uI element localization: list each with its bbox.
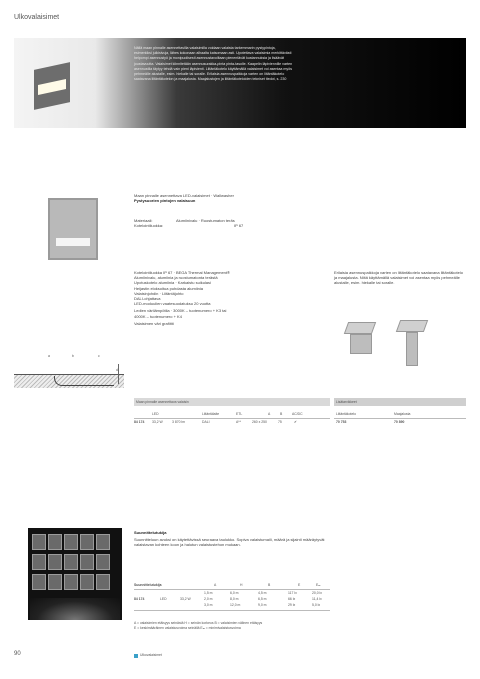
ip-label: Kotelointiluokka: [134,223,164,228]
check-icon: ✔ [294,420,297,424]
accessory-band [334,398,466,406]
table-cell: 84 174 [134,420,145,424]
table2-cell: 20,0 lx [312,591,322,595]
footer-section: Ulkovalaisimet [140,653,162,657]
table2-cell: 5,0 lx [312,603,321,607]
table-cell: 33,2 W [152,420,163,424]
table-rule [134,418,330,419]
table2-rule [134,610,330,611]
product-subtitle: Pystysuorien pintojen valaisuun [134,198,196,203]
table2-cell: 3,0 m [204,603,213,607]
table-cell: 75 [278,420,282,424]
table2-cell: 11,4 lx [312,597,322,601]
product-title: Maan pinnalle asennettava LED-valaisimet · Wallwasher [134,193,234,198]
col-etl: ETL [236,412,243,416]
spec-line: Ledien värilämpötila · 3000K – tuotenumero + K3 tai [134,308,227,314]
table-band-label: Maan pinnalle asennettava valaisin [136,400,189,404]
section2-title: Suunnittelutukija [134,530,167,535]
accessory-band-label: Lisätarvikkeet [336,400,357,404]
table2-cell: 6,0 m [230,591,239,595]
col-acdc: AC/DC [292,412,303,416]
table2-cell: 6,5 m [258,597,267,601]
section-marker-icon [134,654,138,658]
spec-line: Upotuskotelo alumiinia · Karkaistu suikulasi [134,280,211,286]
table-cell: DALI [202,420,210,424]
table2-cell: 9,0 m [258,603,267,607]
facade-lighting-image [28,528,122,620]
table-cell: A** [236,420,241,424]
spec-list [134,270,324,326]
table-cell: 70 890 [394,420,405,424]
table2-legend: E = keskimääräinen valaistusvoima seinällä Eₘ = minimivalaistusvoima [134,626,241,630]
table2-rule [134,589,330,590]
table-cell: 3 870 lm [172,420,186,424]
spec-line: Valaisimen väri grafiitti [134,320,174,326]
table-band [134,398,330,406]
table2-row-label: LED [160,597,167,601]
diagram-label-a: a [48,354,50,358]
hero-text: Nällä maan pinnalle asennettavilla valaisimilla voidaan valaista tarkemmarin pystypintoja, esimerkiksi julkisivuja, lähes kokonaan alhaalta katsomaan asti. Upotettava valaisimia merkittävästi helpompi asennustyö ja monipuolisesti asennustavoiltaan pienentävät kustannuksia ja lisäävät joustavuutta. Valaisimet kiinnitetään asennusurakka-pinta pinta-tasolle. Kaapelin läpiviennille varten asennustila täytyy tehdä vain pieni läpivienti. Liitäntäkotelo käyttämällä valaisimet voi asentaa myös pehmeälle alustalle, esim. hiekalle tai soralle. Erilaisia asennuspaikkoja varten on liitäntäkotelo saatavana liitäntäkotelon ja maajalusta. Maajalustojen ja liitäntäkoteloiden tekniset tiedot, s. 230 [134,46,293,82]
table2-col-b: B [268,583,271,587]
spec-line: 4000K – tuotenumero + K4 [134,313,182,319]
table2-cell: 29 lx [288,603,296,607]
product-image [48,198,98,260]
col-junction: Liitäntäkotelo [336,412,356,416]
table2-col-a: A [214,583,217,587]
col-stand: Maajalusta [394,412,411,416]
diagram-label-c: c [98,354,100,358]
spec-line: LED-moduulien vaatesuodatuksu 20 vuotta [134,301,211,307]
table2-cell: 8,0 m [230,597,239,601]
section2-text: Suunnitteluun avuksi on käytettävissä seuraava taulukko. Sopiva valaistumaili, määrä ja sijainti määräytyvät valaistavan kohteen koon ja halutun valaistustehon mukaan. [134,537,325,548]
table2-cell: 12,0 m [230,603,241,607]
col-a: A [268,412,271,416]
accessory-text: Erilaisia asennuspaikkoja varten on liitäntäkotelo saatavana liitäntäkotelo ja maajalusta. Niitä käyttämällä valaisimet voi asentaa myös pehmeälle alustalle, esim. hiekalle tai soralle. [334,270,463,286]
col-driver: Liitäntälaite [202,412,220,416]
table2-cell: 117 lx [288,591,297,595]
spec-line: DALI-ohjattava [134,296,161,302]
page-number: 90 [14,651,21,657]
table-rule [334,418,466,419]
diagram-label-d: d [116,368,118,372]
diagram-dimension [118,364,119,384]
table2-row-label: 33,2 W [180,597,191,601]
table2-col-emin: Eₘ [316,583,321,587]
installation-diagram [14,350,124,390]
diagram-cable [54,376,114,386]
product-light-slot [56,238,90,246]
material-label: Materiaali: [134,218,153,223]
table2-cell: 66 lx [288,597,296,601]
table2-cell: 4,5 m [258,591,267,595]
table2-row-label: 84 174 [134,597,145,601]
table2-col-h: H [240,583,243,587]
spec-line: Valaisinjohdin · Liitäntäjohto [134,290,184,296]
spec-line: Alumiinivalu, alumiinia ja ruostumatonta terästä [134,275,218,281]
col-b: B [280,412,283,416]
table2-col-e: E [298,583,301,587]
diagram-label-b: b [72,354,74,358]
ground-stand-image [392,320,432,368]
spec-line: Heijastin eloksoitua puhdasta alumiinia [134,285,203,291]
junction-box-image [340,322,380,358]
table2-legend: A = valaisimien etäisyys seinästä H = seinän korkeus B = valaisimien välinen etäisyys [134,621,263,625]
table2-title: Suunnittelutukija [134,583,162,587]
table2-cell: 1,5 m [204,591,213,595]
ip-value: IP 67 [234,223,244,228]
table2-cell: 2,0 m [204,597,213,601]
material-value: Alumiinivalu · Ruostumaton teräs [176,218,235,223]
col-led: LED [152,412,159,416]
table-cell: 70 753 [336,420,347,424]
spec-line: Kotelointiluokka IP 67 · BEGA Thermal Management® [134,270,230,275]
table-cell: 260 x 250 [252,420,267,424]
page-header: Ulkovalaisimet [14,14,60,21]
